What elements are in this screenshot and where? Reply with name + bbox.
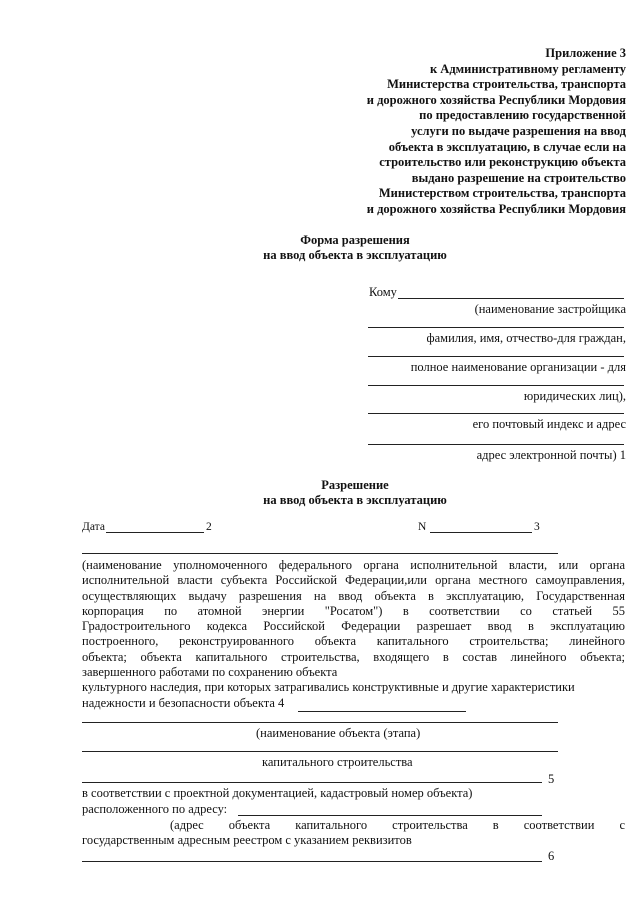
main-text-line: осуществляющих выдачу разрешения на ввод объекта в эксплуатацию, Государственная (82, 588, 625, 603)
address-field-line[interactable] (238, 815, 542, 816)
appendix-line: и дорожного хозяйства Республики Мордовия (366, 201, 626, 216)
appendix-line: строительство или реконструкцию объекта (379, 155, 626, 170)
main-text-line: корпорация по атомной энергии "Росатом") в соответствии со статьей 55 (82, 603, 625, 618)
appendix-header (367, 46, 626, 218)
permit-title-line: на ввод объекта в эксплуатацию (263, 493, 447, 507)
number-label: N (418, 521, 427, 533)
footnote4-field-line[interactable] (298, 711, 466, 712)
registry-field-line[interactable] (82, 861, 542, 862)
object-field-line-2[interactable] (82, 751, 558, 752)
appendix-line: по предоставлению государственной (419, 108, 626, 123)
main-text-line: завершенного работами по сохранению объекта (82, 665, 338, 680)
appendix-line: и дорожного хозяйства Республики Мордовия (366, 92, 626, 107)
recipient-field-line[interactable] (368, 327, 624, 328)
form-title-line: на ввод объекта в эксплуатацию (263, 248, 447, 262)
recipient-label: адрес электронной почты) 1 (476, 448, 626, 462)
main-text-line: построенного, реконструированного объекта капитального строительства; линейного (82, 634, 625, 649)
footnote-6: 6 (548, 849, 555, 863)
komu-label: Кому (369, 285, 397, 299)
recipient-label: юридических лиц), (523, 389, 626, 403)
appendix-line: услуги по выдаче разрешения на ввод (411, 123, 626, 138)
recipient-label: (наименование застройщика (474, 302, 626, 316)
recipient-field-line[interactable] (368, 385, 624, 386)
form-title-line: Форма разрешения (300, 233, 410, 247)
main-text-line: объекта; объекта капитального строительства, входящего в состав линейного объекта; (82, 649, 625, 664)
appendix-line: объекта в эксплуатацию, в случае если на (388, 139, 626, 154)
main-text-line-end: надежности и безопасности объекта 4 (82, 695, 285, 710)
number-footnote: 3 (534, 521, 540, 533)
permit-title (0, 478, 640, 508)
appendix-line: выдано разрешение на строительство (411, 170, 626, 185)
object-name-caption: (наименование объекта (этапа) (256, 726, 421, 740)
address-caption: (адрес объекта капитального строительства в соответствии с (170, 818, 625, 832)
recipient-field-line[interactable] (368, 356, 624, 357)
number-field-line[interactable] (430, 532, 532, 533)
date-field-line[interactable] (106, 532, 204, 533)
address-caption-2: государственным адресным реестром с указанием реквизитов (82, 833, 412, 847)
authority-field-line[interactable] (82, 553, 558, 554)
object-field-line[interactable] (82, 722, 558, 723)
recipient-field-line[interactable] (368, 413, 624, 414)
main-text-line (82, 696, 625, 711)
recipient-label: полное наименование организации - для (410, 360, 626, 374)
appendix-line: Приложение 3 (545, 46, 626, 60)
form-title (0, 233, 640, 263)
appendix-line: Министерством строительства, транспорта (378, 186, 626, 201)
project-doc-caption: в соответствии с проектной документацией, кадастровый номер объекта) (82, 786, 473, 800)
recipient-label: фамилия, имя, отчество-для граждан, (426, 331, 626, 345)
project-field-line[interactable] (82, 782, 542, 783)
recipient-label: его почтовый индекс и адрес (472, 417, 626, 431)
date-label: Дата (82, 521, 105, 533)
appendix-line: Министерства строительства, транспорта (387, 77, 626, 92)
permit-title-line: Разрешение (321, 478, 389, 492)
main-text-line: культурного наследия, при которых затрагивались конструктивные и другие характеристики (82, 680, 575, 695)
main-paragraph (82, 558, 625, 711)
recipient-field-line[interactable] (368, 444, 624, 445)
located-label: расположенного по адресу: (82, 802, 228, 816)
main-text-line: (наименование уполномоченного федерального органа исполнительной власти, или органа (82, 558, 625, 572)
appendix-line: к Административному регламенту (429, 61, 626, 76)
capital-caption: капитального строительства (262, 755, 413, 769)
main-text-line: Градостроительного кодекса Российской Федерации разрешает ввод в эксплуатацию (82, 619, 625, 634)
date-footnote: 2 (206, 521, 212, 533)
footnote-5: 5 (548, 772, 555, 786)
main-text-line: исполнительной власти субъекта Российской Федерации,или органа местного самоуправления, (82, 573, 625, 588)
komu-line[interactable] (398, 298, 624, 299)
